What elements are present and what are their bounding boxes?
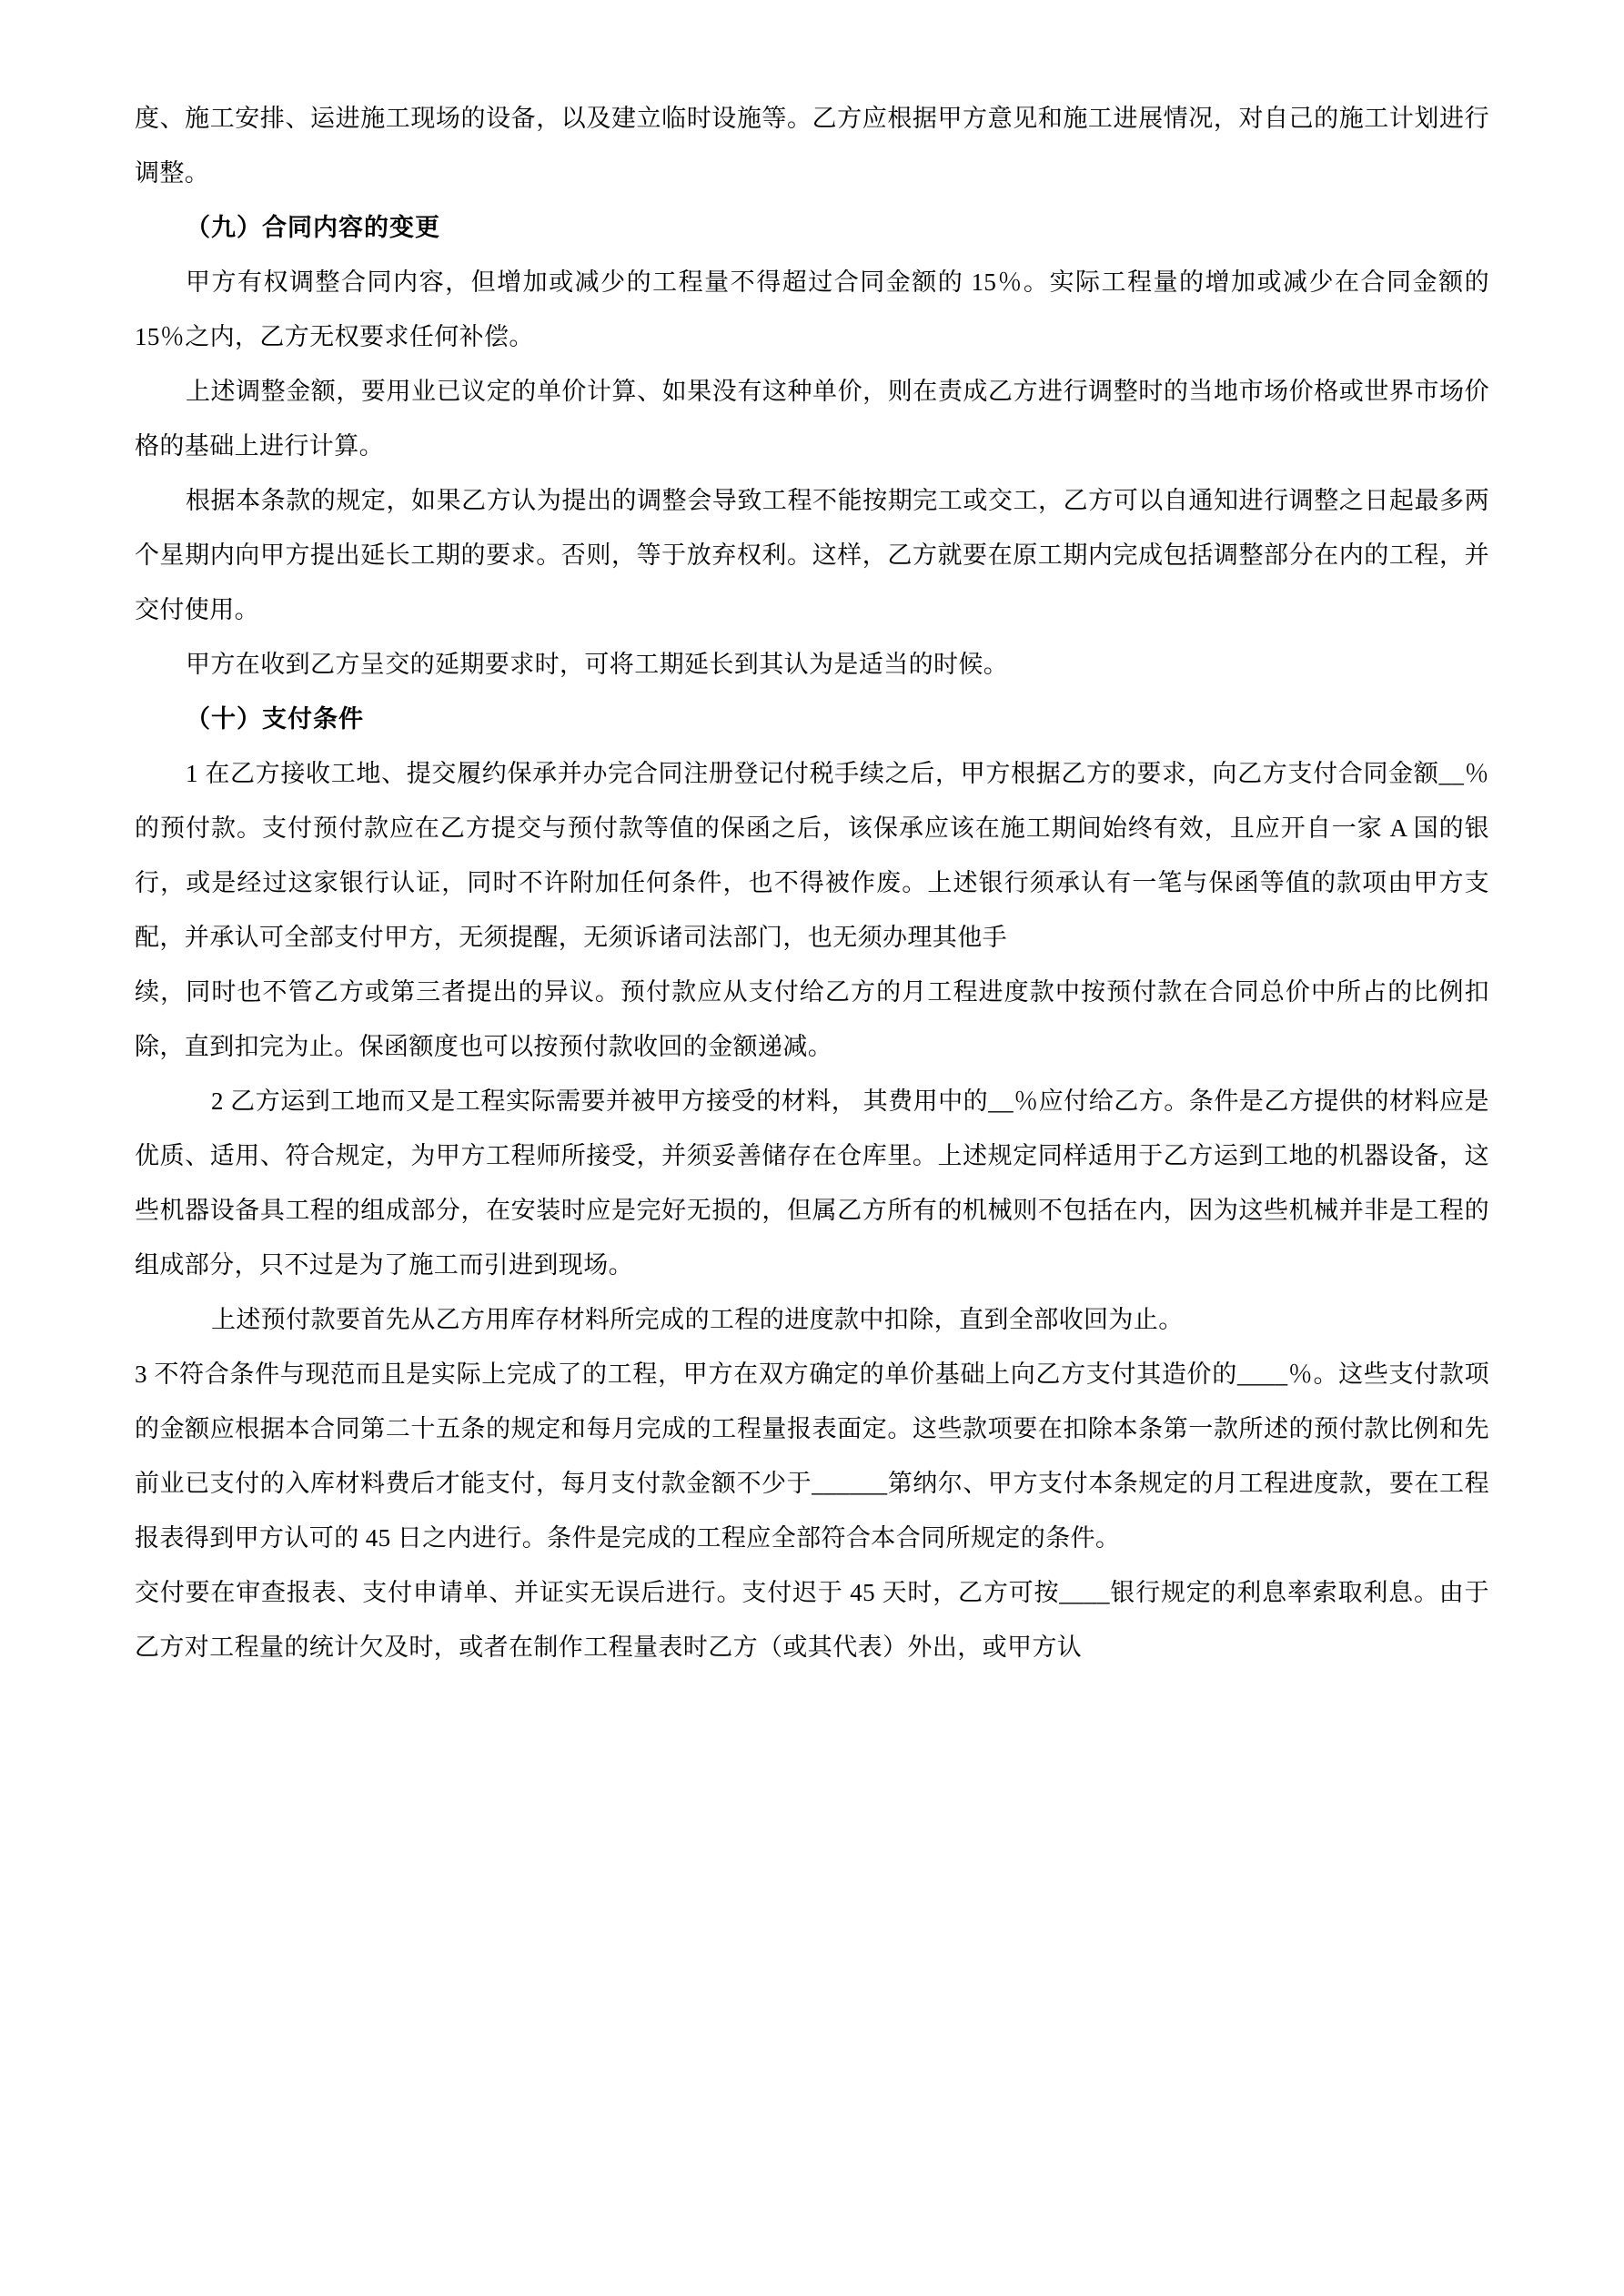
para-9-3: 根据本条款的规定，如果乙方认为提出的调整会导致工程不能按期完工或交工，乙方可以自通知进行调整之日起最多两个星期内向甲方提出延长工期的要求。否则，等于放弃权利。这样，乙方就要在原工期内完成包括调整部分在内的工程，并交付使用。 [135, 487, 1489, 623]
para-9-1: 甲方有权调整合同内容，但增加或减少的工程量不得超过合同金额的 15％。实际工程量的增加或减少在合同金额的 15％之内，乙方无权要求任何补偿。 [135, 268, 1489, 350]
heading-section-nine: （九）合同内容的变更 [186, 214, 440, 241]
para-10-2: 2 乙方运到工地而又是工程实际需要并被甲方接受的材料， 其费用中的__％应付给乙方。条件是乙方提供的材料应是优质、适用、符合规定，为甲方工程师所接受，并须妥善储存在仓库里。上述规定同样适用于乙方运到工地的机器设备，这些机器设备具工程的组成部分，在安装时应是完好无损的，但属乙方所有的机械则不包括在内，因为这些机械并非是工程的组成部分，只不过是为了施工而引进到现场。 [135, 1087, 1489, 1279]
para-continued-schedule: 度、施工安排、运进施工现场的设备，以及建立临时设施等。乙方应根据甲方意见和施工进展情况，对自己的施工计划进行调整。 [135, 105, 1489, 187]
para-10-3-cont: 交付要在审查报表、支付申请单、并证实无误后进行。支付迟于 45 天时，乙方可按____银行规定的利息率索取利息。由于乙方对工程量的统计欠及时，或者在制作工程量表时乙方（或其代表）外出，或甲方认 [135, 1579, 1489, 1661]
para-10-1-cont: 续，同时也不管乙方或第三者提出的异议。预付款应从支付给乙方的月工程进度款中按预付款在合同总价中所占的比例扣除，直到扣完为止。保函额度也可以按预付款收回的金额递减。 [135, 978, 1489, 1060]
para-9-4: 甲方在收到乙方呈交的延期要求时，可将工期延长到其认为是适当的时候。 [186, 651, 1009, 678]
para-10-2-cont: 上述预付款要首先从乙方用库存材料所完成的工程的进度款中扣除，直到全部收回为止。 [211, 1306, 1184, 1333]
para-10-3: 3 不符合条件与现范而且是实际上完成了的工程，甲方在双方确定的单价基础上向乙方支付其造价的____％。这些支付款项的金额应根据本合同第二十五条的规定和每月完成的工程量报表面定。这些款项要在扣除本条第一款所述的预付款比例和先前业已支付的入库材料费后才能支付，每月支付款金额不少于______第纳尔、甲方支付本条规定的月工程进度款，要在工程报表得到甲方认可的 45 日之内进行。条件是完成的工程应全部符合本合同所规定的条件。 [135, 1360, 1489, 1552]
para-9-2: 上述调整金额，要用业已议定的单价计算、如果没有这种单价，则在责成乙方进行调整时的当地市场价格或世界市场价格的基础上进行计算。 [135, 378, 1489, 460]
document-body [135, 91, 1489, 1674]
para-10-1: 1 在乙方接收工地、提交履约保承并办完合同注册登记付税手续之后，甲方根据乙方的要求，向乙方支付合同金额__％的预付款。支付预付款应在乙方提交与预付款等值的保函之后，该保承应该在施工期间始终有效，且应开自一家 A 国的银行，或是经过这家银行认证，同时不许附加任何条件，也不得被作废。上述银行须承认有一笔与保函等值的款项由甲方支配，并承认可全部支付甲方，无须提醒，无须诉诸司法部门，也无须办理其他手 [135, 760, 1489, 951]
heading-section-ten: （十）支付条件 [186, 705, 364, 733]
